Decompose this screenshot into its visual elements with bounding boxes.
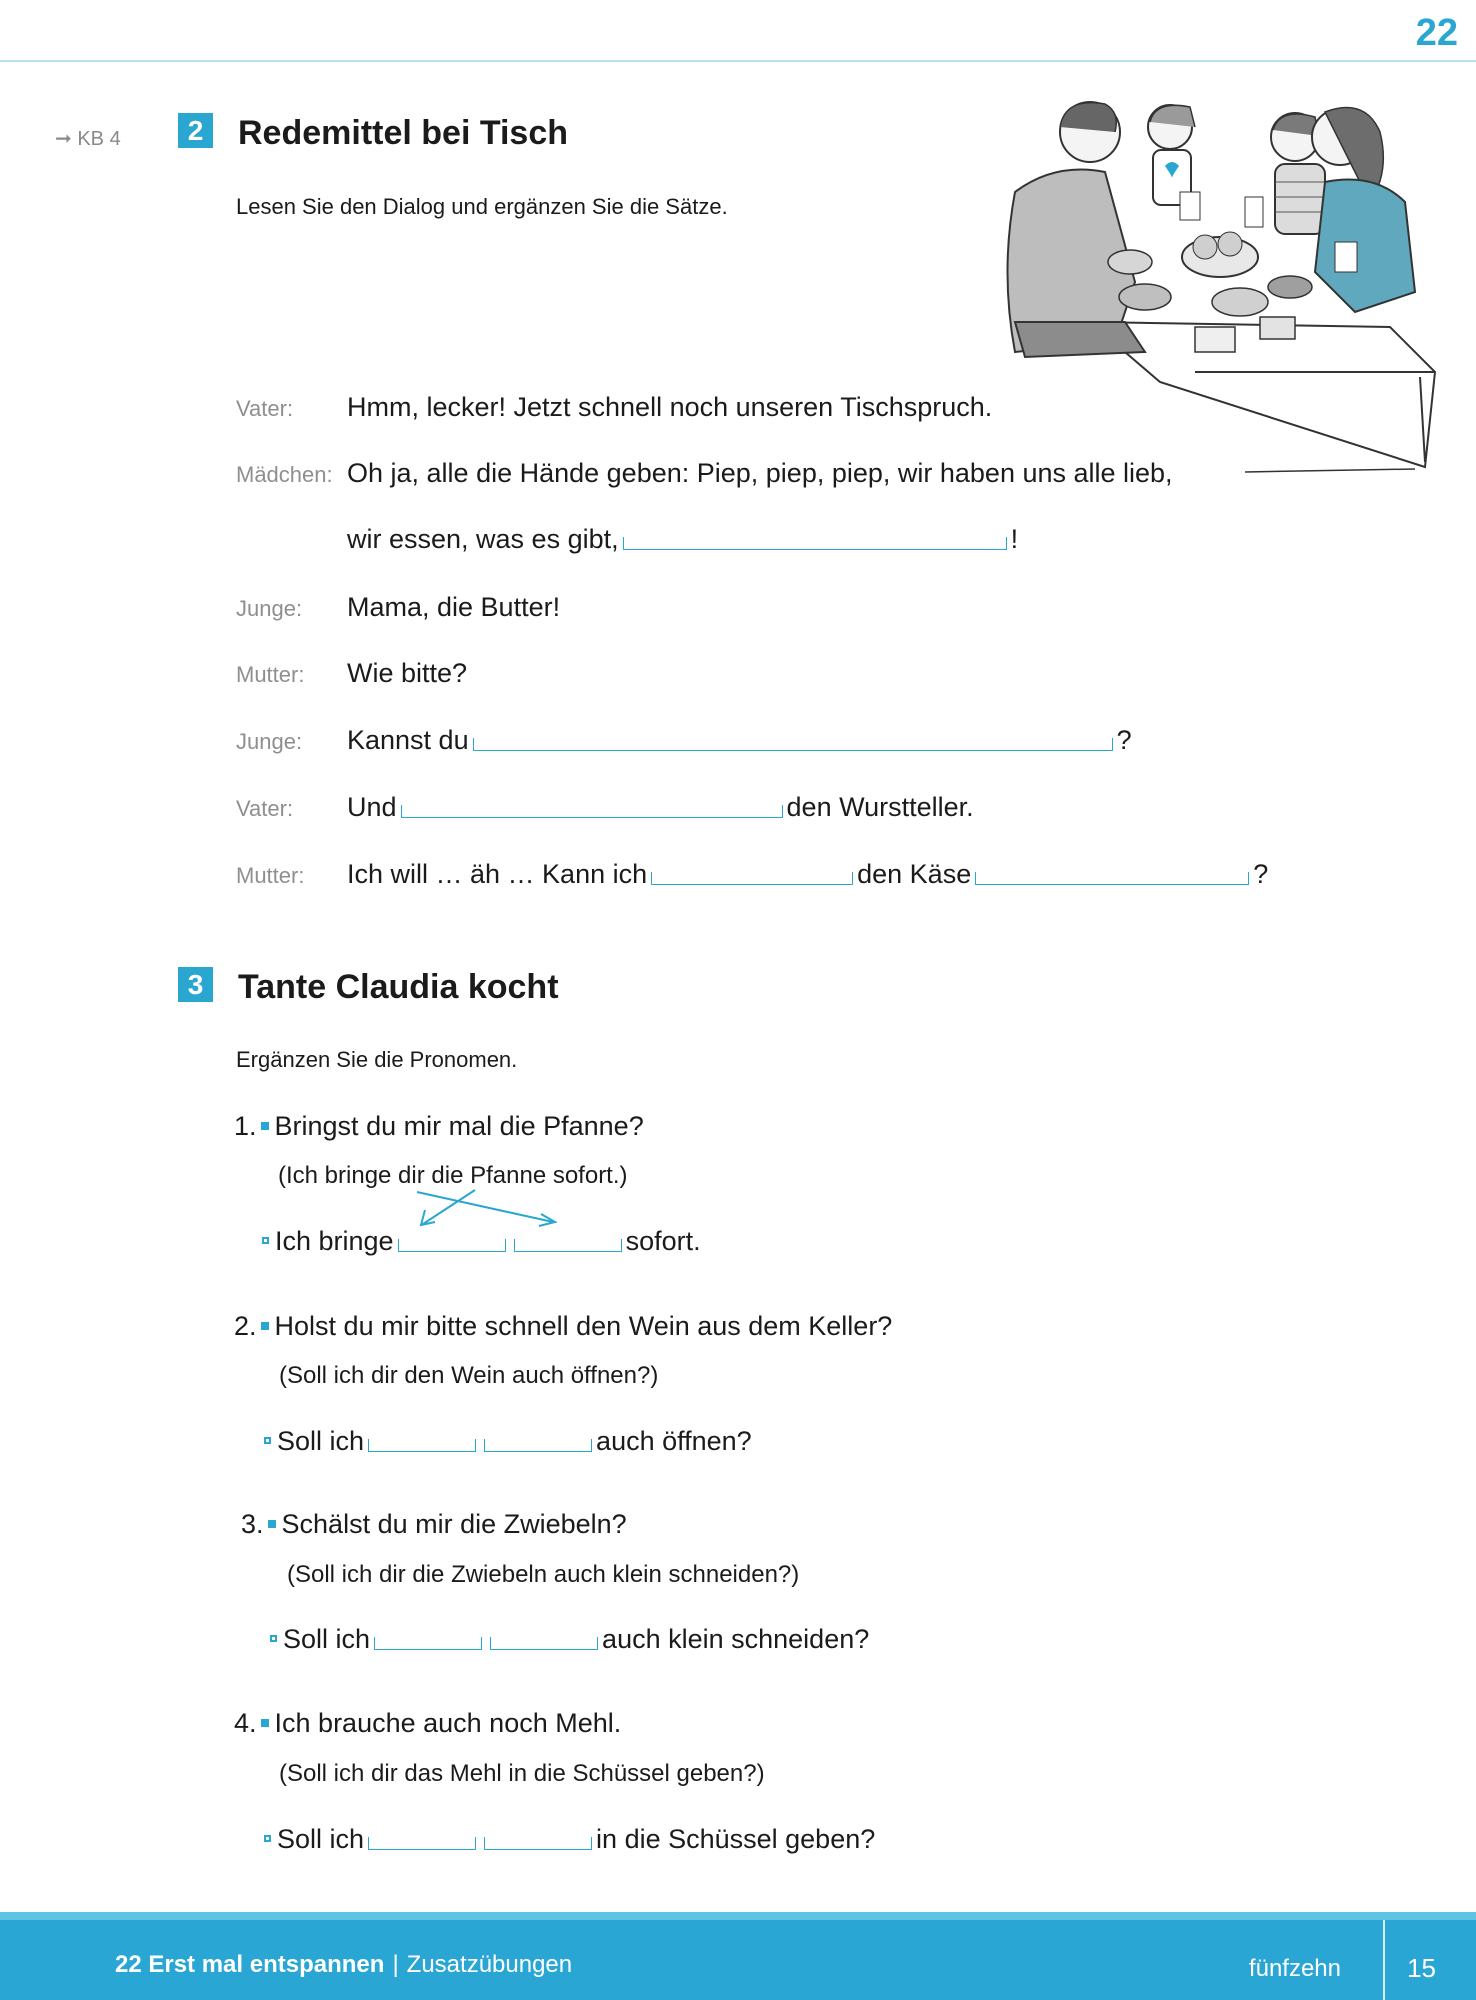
item-number: 2. — [234, 1311, 257, 1341]
line-text: Und — [347, 792, 397, 822]
question-line — [234, 1111, 644, 1142]
answer-blank[interactable] — [368, 1439, 476, 1452]
answer-line — [264, 1824, 875, 1855]
dialog-line: Mama, die Butter! — [347, 592, 561, 622]
question-bullet-icon — [261, 1322, 269, 1330]
speaker-label: Vater: — [236, 396, 294, 421]
dialog-line: Hmm, lecker! Jetzt schnell noch unseren Tischspruch. — [347, 392, 993, 422]
question-text: Holst du mir bitte schnell den Wein aus dem Keller? — [274, 1311, 893, 1341]
crossref — [55, 126, 121, 151]
answer-text: in die Schüssel geben? — [596, 1824, 876, 1854]
answer-bullet-icon — [264, 1437, 271, 1444]
dialog-line — [347, 792, 974, 823]
exercise-3-title: Tante Claudia kocht — [238, 968, 559, 1006]
exercise-2-instruction: Lesen Sie den Dialog und ergänzen Sie die Sätze. — [236, 194, 728, 219]
line-text: ? — [1116, 725, 1132, 755]
answer-text: Soll ich — [283, 1624, 371, 1654]
question-text: Bringst du mir mal die Pfanne? — [274, 1111, 644, 1141]
question-line — [234, 1708, 621, 1739]
arrow-right-icon: ➞ — [55, 128, 72, 150]
footer-separator: | — [392, 1951, 399, 1978]
exercise-3-number: 3 — [178, 967, 213, 1002]
question-bullet-icon — [268, 1520, 276, 1528]
dialog-line — [347, 524, 1018, 555]
answer-blank[interactable] — [514, 1239, 622, 1252]
answer-bullet-icon — [262, 1237, 269, 1244]
answer-bullet-icon — [270, 1635, 277, 1642]
answer-blank[interactable] — [490, 1637, 598, 1650]
item-number: 4. — [234, 1708, 257, 1738]
exercise-2-title: Redemittel bei Tisch — [238, 114, 569, 152]
answer-blank[interactable] — [484, 1439, 592, 1452]
item-number: 1. — [234, 1111, 257, 1141]
answer-text: Ich bringe — [275, 1226, 394, 1256]
footer-page-number: 15 — [1407, 1953, 1436, 1983]
footer-divider — [1383, 1920, 1385, 2000]
answer-line — [264, 1426, 752, 1457]
crossref-label: KB 4 — [77, 128, 121, 150]
answer-blank[interactable] — [398, 1239, 506, 1252]
hint-sentence: (Soll ich dir die Zwiebeln auch klein schneiden?) — [287, 1561, 800, 1588]
hint-sentence: (Soll ich dir das Mehl in die Schüssel geben?) — [279, 1760, 765, 1787]
line-text: ? — [1253, 859, 1269, 889]
dialog-line — [347, 859, 1268, 890]
answer-line — [270, 1624, 869, 1655]
line-text: Ich will … äh … Kann ich — [347, 859, 648, 889]
footer-page-word: fünfzehn — [1248, 1955, 1341, 1982]
answer-bullet-icon — [264, 1835, 271, 1842]
question-bullet-icon — [261, 1122, 269, 1130]
item-number: 3. — [241, 1509, 264, 1539]
line-text: den Käse — [857, 859, 972, 889]
answer-blank[interactable] — [623, 537, 1007, 550]
swap-arrows-icon — [415, 1188, 565, 1228]
question-bullet-icon — [261, 1719, 269, 1727]
question-text: Ich brauche auch noch Mehl. — [274, 1708, 622, 1738]
speaker-label: Mädchen: — [236, 462, 333, 487]
answer-blank[interactable] — [651, 872, 853, 885]
answer-blank[interactable] — [484, 1837, 592, 1850]
footer-section: Zusatzübungen — [406, 1951, 573, 1978]
answer-blank[interactable] — [401, 805, 783, 818]
dialog-line: Wie bitte? — [347, 658, 468, 688]
speaker-label: Mutter: — [236, 662, 305, 687]
answer-text: auch öffnen? — [596, 1426, 752, 1456]
question-line — [241, 1509, 627, 1540]
line-text: ! — [1010, 524, 1019, 554]
line-text: wir essen, was es gibt, — [347, 524, 619, 554]
footer-lesson-title: 22 Erst mal entspannen — [115, 1951, 385, 1978]
speaker-label: Mutter: — [236, 863, 305, 888]
line-text: den Wurstteller. — [786, 792, 974, 822]
speaker-label: Junge: — [236, 596, 303, 621]
answer-blank[interactable] — [368, 1837, 476, 1850]
hint-sentence: (Ich bringe dir die Pfanne sofort.) — [278, 1162, 628, 1189]
family-dinner-illustration — [995, 92, 1465, 482]
dialog-line: Oh ja, alle die Hände geben: Piep, piep, piep, wir haben uns alle lieb, — [347, 458, 1173, 488]
question-line — [234, 1311, 892, 1342]
speaker-label: Vater: — [236, 796, 294, 821]
answer-text: Soll ich — [277, 1426, 365, 1456]
answer-text: auch klein schneiden? — [602, 1624, 870, 1654]
answer-blank[interactable] — [975, 872, 1249, 885]
hint-sentence: (Soll ich dir den Wein auch öffnen?) — [279, 1362, 659, 1389]
dialog-line — [347, 725, 1132, 756]
question-text: Schälst du mir die Zwiebeln? — [281, 1509, 627, 1539]
footer-stripe — [0, 1912, 1476, 1920]
answer-blank[interactable] — [473, 738, 1113, 751]
footer-lesson — [115, 1951, 572, 1979]
answer-blank[interactable] — [374, 1637, 482, 1650]
answer-line — [262, 1226, 701, 1257]
answer-text: sofort. — [625, 1226, 701, 1256]
top-divider — [0, 60, 1476, 62]
answer-text: Soll ich — [277, 1824, 365, 1854]
exercise-2-number: 2 — [178, 113, 213, 148]
chapter-number: 22 — [1415, 12, 1458, 54]
exercise-3-instruction: Ergänzen Sie die Pronomen. — [236, 1047, 518, 1072]
line-text: Kannst du — [347, 725, 469, 755]
speaker-label: Junge: — [236, 729, 303, 754]
